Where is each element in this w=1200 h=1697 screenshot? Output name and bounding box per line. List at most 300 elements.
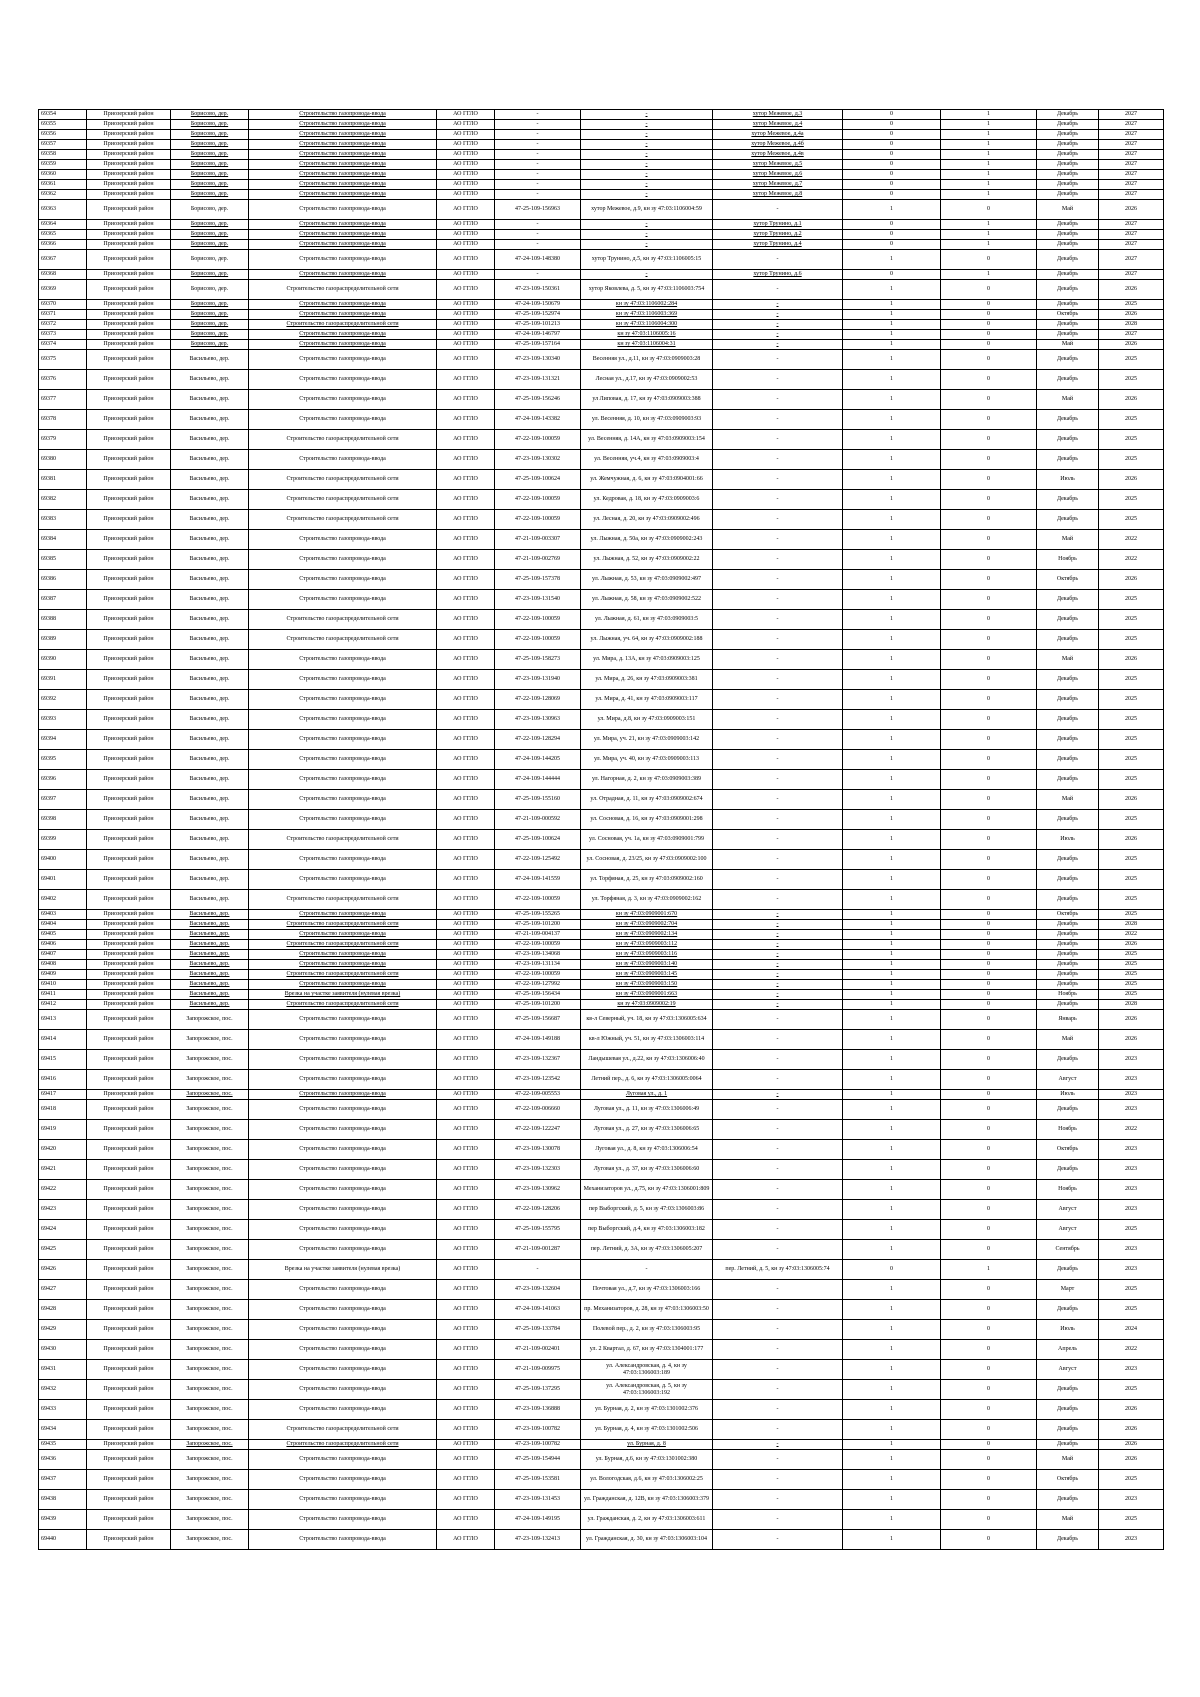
cell-row-number: 69413 — [39, 1010, 87, 1030]
cell-organization: АО ГГЛО — [437, 1340, 495, 1360]
cell-row-number: 69420 — [39, 1140, 87, 1160]
cell-row-number: 69391 — [39, 670, 87, 690]
table-row — [39, 190, 1164, 200]
cell-organization: АО ГГЛО — [437, 200, 495, 220]
cell-application-number: - — [495, 110, 581, 120]
cell-work-type: Строительство газораспределительной сети — [249, 610, 437, 630]
cell-count-a: 1 — [843, 1030, 941, 1050]
cell-year: 2023 — [1099, 1160, 1164, 1180]
cell-settlement: Борисово, дер. — [171, 200, 249, 220]
cell-row-number: 69414 — [39, 1030, 87, 1050]
cell-row-number: 69390 — [39, 650, 87, 670]
table-row — [39, 970, 1164, 980]
cell-count-a: 1 — [843, 490, 941, 510]
cell-application-number: - — [495, 150, 581, 160]
cell-organization: АО ГГЛО — [437, 1010, 495, 1030]
cell-count-b: 0 — [941, 1340, 1037, 1360]
cell-organization: АО ГГЛО — [437, 980, 495, 990]
cell-organization: АО ГГЛО — [437, 910, 495, 920]
cell-settlement: Борисово, дер. — [171, 320, 249, 330]
cell-work-type: Строительство газопровода-ввода — [249, 750, 437, 770]
cell-settlement: Запорожское, пос. — [171, 1300, 249, 1320]
table-row — [39, 340, 1164, 350]
cell-application-number: 47-24-109-144444 — [495, 770, 581, 790]
cell-address-cadastral: ул. Гражданская, д. 30, кн зу 47:03:1306003:104 — [581, 1530, 713, 1550]
cell-count-b: 0 — [941, 770, 1037, 790]
cell-settlement: Запорожское, пос. — [171, 1260, 249, 1280]
cell-count-b: 1 — [941, 220, 1037, 230]
cell-organization: АО ГГЛО — [437, 890, 495, 910]
cell-address-cadastral: Почтовая ул., д.7, кн зу 47:03:1306003:166 — [581, 1280, 713, 1300]
cell-count-a: 1 — [843, 1240, 941, 1260]
table-row — [39, 920, 1164, 930]
cell-count-a: 1 — [843, 750, 941, 770]
table-row — [39, 140, 1164, 150]
cell-month: Декабрь — [1037, 190, 1099, 200]
cell-settlement: Васильево, дер. — [171, 630, 249, 650]
cell-district: Приозерский район — [87, 1160, 171, 1180]
cell-address-cadastral: ул. Мира, уч. 21, кн зу 47:03:0909003:142 — [581, 730, 713, 750]
cell-year: 2025 — [1099, 910, 1164, 920]
cell-count-b: 0 — [941, 730, 1037, 750]
cell-address-cadastral: ул. Мира, д. 26, кн зу 47:03:0909003:381 — [581, 670, 713, 690]
cell-month: Май — [1037, 1030, 1099, 1050]
cell-address-alt: - — [713, 340, 843, 350]
cell-count-a: 1 — [843, 1530, 941, 1550]
cell-address-alt: - — [713, 1120, 843, 1140]
cell-month: Декабрь — [1037, 170, 1099, 180]
table-row — [39, 1510, 1164, 1530]
cell-address-cadastral: ул. Мира, д.8, кн зу 47:03:0909003:151 — [581, 710, 713, 730]
cell-organization: АО ГГЛО — [437, 220, 495, 230]
cell-settlement: Запорожское, пос. — [171, 1420, 249, 1440]
cell-address-cadastral: кн зу 47:03:1106002:284 — [581, 300, 713, 310]
cell-district: Приозерский район — [87, 1510, 171, 1530]
cell-settlement: Запорожское, пос. — [171, 1010, 249, 1030]
cell-row-number: 69425 — [39, 1240, 87, 1260]
cell-year: 2027 — [1099, 120, 1164, 130]
cell-year: 2028 — [1099, 320, 1164, 330]
cell-address-cadastral: Полевой пер., д. 2, кн зу 47:03:1306003:95 — [581, 1320, 713, 1340]
cell-count-a: 0 — [843, 140, 941, 150]
cell-address-cadastral: кн зу 47:03:1106004:31 — [581, 340, 713, 350]
cell-month: Декабрь — [1037, 300, 1099, 310]
cell-settlement: Запорожское, пос. — [171, 1400, 249, 1420]
cell-district: Приозерский район — [87, 370, 171, 390]
cell-district: Приозерский район — [87, 190, 171, 200]
cell-month: Декабрь — [1037, 1000, 1099, 1010]
cell-address-cadastral: - — [581, 270, 713, 280]
cell-month: Апрель — [1037, 1340, 1099, 1360]
cell-address-alt: - — [713, 1490, 843, 1510]
cell-address-cadastral: ул. Александровская, д. 5, кн зу 47:03:1306003:192 — [581, 1380, 713, 1400]
cell-count-b: 1 — [941, 170, 1037, 180]
cell-settlement: Борисово, дер. — [171, 180, 249, 190]
cell-address-cadastral: ул. Торфяная, д. 3, кн зу 47:03:0909002:162 — [581, 890, 713, 910]
cell-district: Приозерский район — [87, 950, 171, 960]
cell-address-cadastral: ул. Весенняя, д. 14А, кн зу 47:03:0909003:154 — [581, 430, 713, 450]
cell-organization: АО ГГЛО — [437, 1180, 495, 1200]
cell-address-cadastral: ул. Торфяная, д. 25, кн зу 47:03:0909002:160 — [581, 870, 713, 890]
cell-row-number: 69388 — [39, 610, 87, 630]
cell-address-cadastral: ул. Сосновая, уч. 1а, кн зу 47:03:0909001:799 — [581, 830, 713, 850]
cell-organization: АО ГГЛО — [437, 450, 495, 470]
table-row — [39, 1530, 1164, 1550]
cell-district: Приозерский район — [87, 750, 171, 770]
table-row — [39, 590, 1164, 610]
cell-application-number: 47-25-109-153581 — [495, 1470, 581, 1490]
cell-work-type: Строительство газопровода-ввода — [249, 530, 437, 550]
cell-count-a: 1 — [843, 550, 941, 570]
cell-year: 2025 — [1099, 950, 1164, 960]
cell-settlement: Васильево, дер. — [171, 550, 249, 570]
cell-settlement: Васильево, дер. — [171, 940, 249, 950]
cell-month: Май — [1037, 650, 1099, 670]
table-row — [39, 1220, 1164, 1240]
cell-work-type: Строительство газопровода-ввода — [249, 1380, 437, 1400]
cell-work-type: Строительство газораспределительной сети — [249, 280, 437, 300]
cell-work-type: Строительство газопровода-ввода — [249, 810, 437, 830]
cell-application-number: 47-25-109-101200 — [495, 1000, 581, 1010]
cell-work-type: Строительство газопровода-ввода — [249, 300, 437, 310]
cell-settlement: Борисово, дер. — [171, 300, 249, 310]
cell-district: Приозерский район — [87, 1490, 171, 1510]
cell-address-alt: - — [713, 1100, 843, 1120]
cell-application-number: 47-22-109-100059 — [495, 890, 581, 910]
cell-row-number: 69362 — [39, 190, 87, 200]
cell-organization: АО ГГЛО — [437, 630, 495, 650]
cell-count-a: 1 — [843, 890, 941, 910]
cell-organization: АО ГГЛО — [437, 650, 495, 670]
cell-count-b: 1 — [941, 230, 1037, 240]
cell-row-number: 69363 — [39, 200, 87, 220]
cell-settlement: Борисово, дер. — [171, 220, 249, 230]
cell-address-cadastral: ул. Лесная, д. 20, кн зу 47:03:0909002:496 — [581, 510, 713, 530]
table-row — [39, 550, 1164, 570]
cell-work-type: Врезка на участке заявителя (нулевая врезка) — [249, 990, 437, 1000]
cell-district: Приозерский район — [87, 510, 171, 530]
cell-address-cadastral: Луговая ул., д. 27, кн зу 47:03:1306006:65 — [581, 1120, 713, 1140]
cell-row-number: 69428 — [39, 1300, 87, 1320]
cell-address-alt: хутор Трунино, д.1 — [713, 220, 843, 230]
cell-count-b: 0 — [941, 1180, 1037, 1200]
cell-settlement: Запорожское, пос. — [171, 1530, 249, 1550]
cell-organization: АО ГГЛО — [437, 610, 495, 630]
cell-row-number: 69401 — [39, 870, 87, 890]
cell-application-number: 47-25-109-100624 — [495, 470, 581, 490]
cell-month: Май — [1037, 340, 1099, 350]
table-row — [39, 1050, 1164, 1070]
cell-work-type: Строительство газопровода-ввода — [249, 1490, 437, 1510]
cell-row-number: 69438 — [39, 1490, 87, 1510]
cell-count-b: 1 — [941, 110, 1037, 120]
cell-district: Приозерский район — [87, 490, 171, 510]
cell-month: Декабрь — [1037, 1530, 1099, 1550]
cell-work-type: Строительство газораспределительной сети — [249, 320, 437, 330]
cell-district: Приозерский район — [87, 1180, 171, 1200]
table-row — [39, 1360, 1164, 1380]
cell-month: Ноябрь — [1037, 990, 1099, 1000]
cell-application-number: 47-25-109-155795 — [495, 1220, 581, 1240]
cell-work-type: Строительство газораспределительной сети — [249, 1440, 437, 1450]
cell-work-type: Строительство газораспределительной сети — [249, 1000, 437, 1010]
cell-application-number: 47-22-109-005553 — [495, 1090, 581, 1100]
cell-application-number: 47-22-109-100059 — [495, 510, 581, 530]
cell-address-alt: - — [713, 1180, 843, 1200]
cell-district: Приозерский район — [87, 1320, 171, 1340]
cell-count-b: 1 — [941, 120, 1037, 130]
cell-month: Март — [1037, 1280, 1099, 1300]
cell-row-number: 69412 — [39, 1000, 87, 1010]
cell-address-cadastral: пр. Механизаторов, д. 28, кн зу 47:03:1306003:50 — [581, 1300, 713, 1320]
cell-row-number: 69375 — [39, 350, 87, 370]
cell-address-cadastral: ул. Лыжная, д. 58, кн зу 47:03:0909002:522 — [581, 590, 713, 610]
cell-address-cadastral: ул. Бурная, д. 4, кн зу 47:03:1301002:506 — [581, 1420, 713, 1440]
cell-count-b: 0 — [941, 650, 1037, 670]
cell-count-a: 1 — [843, 1320, 941, 1340]
cell-year: 2023 — [1099, 1490, 1164, 1510]
cell-year: 2027 — [1099, 140, 1164, 150]
cell-year: 2025 — [1099, 750, 1164, 770]
cell-address-cadastral: кн зу 47:03:0909003:145 — [581, 970, 713, 980]
cell-count-b: 0 — [941, 1490, 1037, 1510]
cell-settlement: Васильево, дер. — [171, 490, 249, 510]
table-row — [39, 200, 1164, 220]
cell-work-type: Строительство газопровода-ввода — [249, 110, 437, 120]
cell-count-b: 0 — [941, 1440, 1037, 1450]
cell-row-number: 69434 — [39, 1420, 87, 1440]
cell-address-cadastral: кн зу 47:03:0909003:116 — [581, 950, 713, 960]
cell-count-a: 0 — [843, 170, 941, 180]
cell-organization: АО ГГЛО — [437, 1220, 495, 1240]
cell-count-a: 1 — [843, 370, 941, 390]
cell-settlement: Васильево, дер. — [171, 430, 249, 450]
cell-count-a: 1 — [843, 340, 941, 350]
cell-count-a: 1 — [843, 1000, 941, 1010]
cell-year: 2027 — [1099, 160, 1164, 170]
cell-year: 2027 — [1099, 250, 1164, 270]
cell-count-b: 0 — [941, 530, 1037, 550]
cell-work-type: Строительство газопровода-ввода — [249, 370, 437, 390]
cell-month: Декабрь — [1037, 270, 1099, 280]
cell-address-cadastral: Луговая ул., д. 1 — [581, 1090, 713, 1100]
cell-district: Приозерский район — [87, 110, 171, 120]
cell-count-a: 1 — [843, 1300, 941, 1320]
cell-address-alt: - — [713, 300, 843, 310]
cell-settlement: Васильево, дер. — [171, 770, 249, 790]
cell-organization: АО ГГЛО — [437, 280, 495, 300]
cell-settlement: Васильево, дер. — [171, 710, 249, 730]
cell-work-type: Строительство газопровода-ввода — [249, 590, 437, 610]
cell-district: Приозерский район — [87, 940, 171, 950]
cell-settlement: Васильево, дер. — [171, 470, 249, 490]
cell-settlement: Борисово, дер. — [171, 250, 249, 270]
table-row — [39, 730, 1164, 750]
cell-address-alt: - — [713, 1400, 843, 1420]
cell-organization: АО ГГЛО — [437, 950, 495, 960]
cell-year: 2026 — [1099, 570, 1164, 590]
cell-work-type: Строительство газопровода-ввода — [249, 240, 437, 250]
cell-district: Приозерский район — [87, 250, 171, 270]
cell-row-number: 69378 — [39, 410, 87, 430]
cell-month: Декабрь — [1037, 870, 1099, 890]
cell-organization: АО ГГЛО — [437, 300, 495, 310]
cell-count-a: 0 — [843, 230, 941, 240]
cell-row-number: 69394 — [39, 730, 87, 750]
cell-count-b: 1 — [941, 270, 1037, 280]
cell-month: Декабрь — [1037, 280, 1099, 300]
cell-organization: АО ГГЛО — [437, 670, 495, 690]
cell-settlement: Запорожское, пос. — [171, 1050, 249, 1070]
cell-address-alt: - — [713, 990, 843, 1000]
cell-address-cadastral: кн зу 47:03:1106003:369 — [581, 310, 713, 320]
cell-settlement: Запорожское, пос. — [171, 1180, 249, 1200]
cell-organization: АО ГГЛО — [437, 130, 495, 140]
cell-year: 2023 — [1099, 1100, 1164, 1120]
cell-count-a: 1 — [843, 390, 941, 410]
cell-application-number: 47-25-109-133784 — [495, 1320, 581, 1340]
cell-settlement: Борисово, дер. — [171, 110, 249, 120]
cell-count-b: 1 — [941, 1260, 1037, 1280]
cell-row-number: 69359 — [39, 160, 87, 170]
cell-organization: АО ГГЛО — [437, 1420, 495, 1440]
cell-application-number: 47-24-109-146797 — [495, 330, 581, 340]
table-row — [39, 570, 1164, 590]
cell-district: Приозерский район — [87, 970, 171, 980]
cell-application-number: 47-24-109-143382 — [495, 410, 581, 430]
cell-count-b: 0 — [941, 1000, 1037, 1010]
cell-address-alt: - — [713, 570, 843, 590]
cell-count-a: 1 — [843, 850, 941, 870]
cell-count-a: 1 — [843, 830, 941, 850]
cell-application-number: 47-22-109-125492 — [495, 850, 581, 870]
cell-address-cadastral: - — [581, 190, 713, 200]
cell-district: Приозерский район — [87, 170, 171, 180]
cell-year: 2025 — [1099, 1300, 1164, 1320]
cell-application-number: 47-23-109-131453 — [495, 1490, 581, 1510]
cell-count-a: 1 — [843, 770, 941, 790]
cell-application-number: 47-24-109-150679 — [495, 300, 581, 310]
cell-year: 2024 — [1099, 1320, 1164, 1340]
cell-count-a: 1 — [843, 970, 941, 980]
cell-address-alt: - — [713, 750, 843, 770]
cell-work-type: Строительство газораспределительной сети — [249, 940, 437, 950]
cell-organization: АО ГГЛО — [437, 550, 495, 570]
cell-address-alt: - — [713, 550, 843, 570]
cell-settlement: Васильево, дер. — [171, 970, 249, 980]
cell-organization: АО ГГЛО — [437, 990, 495, 1000]
cell-year: 2023 — [1099, 1360, 1164, 1380]
cell-count-a: 1 — [843, 810, 941, 830]
cell-count-b: 0 — [941, 1400, 1037, 1420]
cell-district: Приозерский район — [87, 1380, 171, 1400]
cell-row-number: 69356 — [39, 130, 87, 140]
cell-year: 2028 — [1099, 1000, 1164, 1010]
cell-work-type: Строительство газопровода-ввода — [249, 690, 437, 710]
cell-row-number: 69397 — [39, 790, 87, 810]
cell-count-b: 0 — [941, 1380, 1037, 1400]
cell-settlement: Запорожское, пос. — [171, 1140, 249, 1160]
cell-settlement: Запорожское, пос. — [171, 1360, 249, 1380]
cell-district: Приозерский район — [87, 1140, 171, 1160]
cell-row-number: 69409 — [39, 970, 87, 980]
cell-year: 2026 — [1099, 1420, 1164, 1440]
cell-count-a: 1 — [843, 730, 941, 750]
cell-address-cadastral: ул. Мира, д. 13А, кн зу 47:03:0909003:125 — [581, 650, 713, 670]
table-row — [39, 370, 1164, 390]
cell-count-b: 0 — [941, 1420, 1037, 1440]
cell-settlement: Борисово, дер. — [171, 190, 249, 200]
cell-application-number: 47-22-109-100059 — [495, 610, 581, 630]
cell-count-b: 0 — [941, 930, 1037, 940]
cell-year: 2022 — [1099, 550, 1164, 570]
cell-count-a: 1 — [843, 320, 941, 330]
cell-work-type: Строительство газопровода-ввода — [249, 1280, 437, 1300]
table-row — [39, 470, 1164, 490]
cell-row-number: 69398 — [39, 810, 87, 830]
cell-count-b: 0 — [941, 570, 1037, 590]
cell-month: Май — [1037, 1510, 1099, 1530]
cell-month: Декабрь — [1037, 920, 1099, 930]
cell-year: 2026 — [1099, 1010, 1164, 1030]
cell-application-number: 47-24-109-144205 — [495, 750, 581, 770]
cell-count-b: 0 — [941, 340, 1037, 350]
cell-organization: АО ГГЛО — [437, 850, 495, 870]
cell-organization: АО ГГЛО — [437, 920, 495, 930]
cell-year: 2026 — [1099, 200, 1164, 220]
cell-count-a: 1 — [843, 930, 941, 940]
cell-settlement: Васильево, дер. — [171, 370, 249, 390]
table-row — [39, 1140, 1164, 1160]
cell-count-a: 1 — [843, 530, 941, 550]
cell-month: Декабрь — [1037, 890, 1099, 910]
cell-row-number: 69427 — [39, 1280, 87, 1300]
cell-year: 2026 — [1099, 280, 1164, 300]
cell-application-number: 47-21-109-002401 — [495, 1340, 581, 1360]
cell-month: Июль — [1037, 1320, 1099, 1340]
cell-address-cadastral: ул. Кедровая, д. 18, кн зу 47:03:0909003:6 — [581, 490, 713, 510]
cell-count-b: 0 — [941, 790, 1037, 810]
cell-address-alt: - — [713, 1010, 843, 1030]
cell-settlement: Борисово, дер. — [171, 340, 249, 350]
cell-count-b: 0 — [941, 850, 1037, 870]
cell-address-alt: - — [713, 1420, 843, 1440]
cell-application-number: 47-23-109-134068 — [495, 950, 581, 960]
table-row — [39, 270, 1164, 280]
cell-application-number: 47-22-109-100059 — [495, 430, 581, 450]
cell-address-cadastral: кв-л Северный, уч. 18, кн зу 47:03:1306005:634 — [581, 1010, 713, 1030]
cell-month: Декабрь — [1037, 350, 1099, 370]
cell-address-alt: - — [713, 1070, 843, 1090]
cell-count-a: 1 — [843, 1450, 941, 1470]
cell-settlement: Запорожское, пос. — [171, 1450, 249, 1470]
cell-district: Приозерский район — [87, 450, 171, 470]
cell-district: Приозерский район — [87, 270, 171, 280]
cell-district: Приозерский район — [87, 470, 171, 490]
cell-organization: АО ГГЛО — [437, 140, 495, 150]
cell-address-alt: - — [713, 470, 843, 490]
cell-organization: АО ГГЛО — [437, 1400, 495, 1420]
cell-address-cadastral: ул. Бурная, д. 8 — [581, 1440, 713, 1450]
cell-organization: АО ГГЛО — [437, 120, 495, 130]
cell-count-b: 0 — [941, 1530, 1037, 1550]
cell-settlement: Васильево, дер. — [171, 650, 249, 670]
cell-count-b: 0 — [941, 910, 1037, 920]
cell-settlement: Запорожское, пос. — [171, 1340, 249, 1360]
cell-work-type: Строительство газопровода-ввода — [249, 1070, 437, 1090]
cell-settlement: Васильево, дер. — [171, 590, 249, 610]
cell-year: 2025 — [1099, 770, 1164, 790]
